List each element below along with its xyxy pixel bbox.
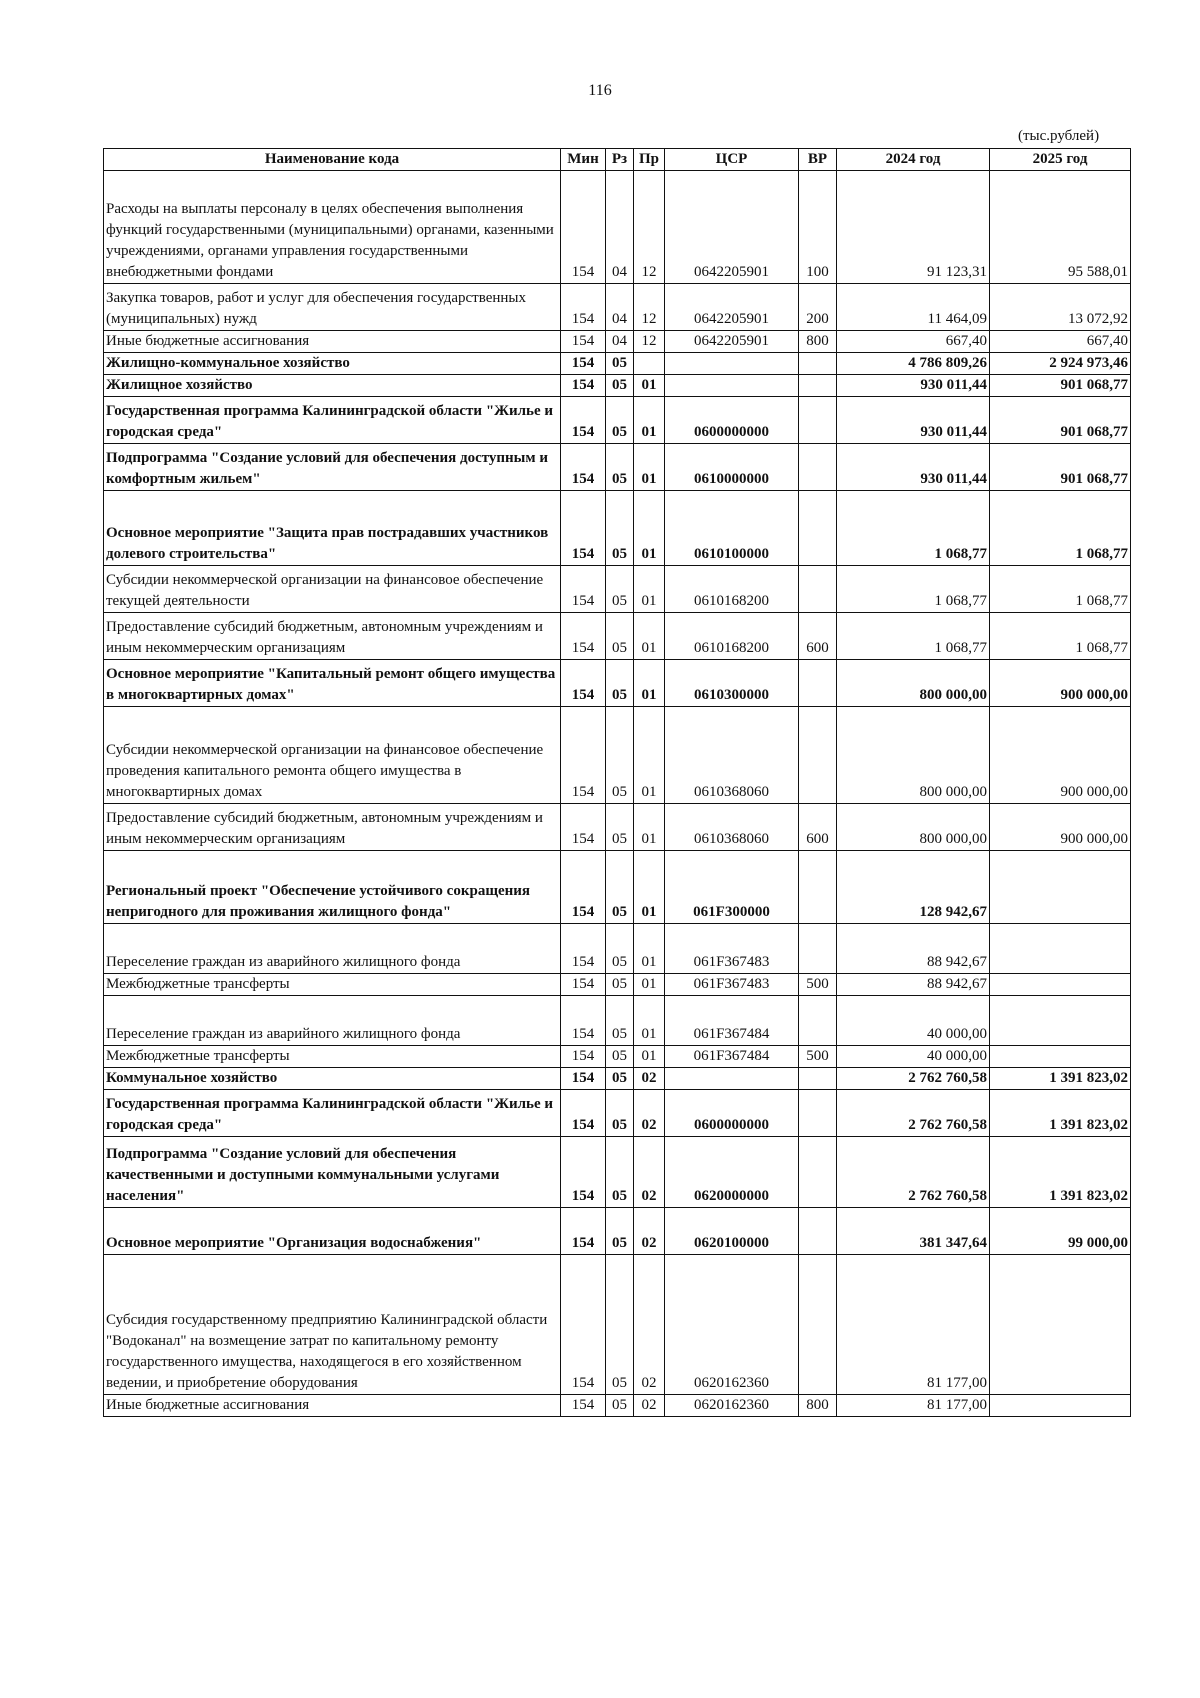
cell-2025: 900 000,00	[990, 660, 1131, 707]
table-row	[104, 660, 1131, 707]
cell-vr: 600	[799, 613, 837, 660]
cell-2024: 1 068,77	[837, 613, 990, 660]
table-row	[104, 1255, 1131, 1395]
cell-name: Государственная программа Калининградской области "Жилье и городская среда"	[104, 397, 561, 444]
cell-2025	[990, 996, 1131, 1046]
cell-2025	[990, 924, 1131, 974]
cell-min: 154	[561, 613, 606, 660]
cell-rz: 05	[606, 851, 634, 924]
cell-min: 154	[561, 353, 606, 375]
cell-rz: 05	[606, 1046, 634, 1068]
cell-rz: 05	[606, 660, 634, 707]
cell-min: 154	[561, 804, 606, 851]
cell-min: 154	[561, 707, 606, 804]
cell-min: 154	[561, 1068, 606, 1090]
cell-csr: 0610368060	[665, 707, 799, 804]
cell-rz: 05	[606, 566, 634, 613]
cell-min: 154	[561, 1046, 606, 1068]
cell-rz: 04	[606, 171, 634, 284]
cell-csr: 0642205901	[665, 284, 799, 331]
cell-2024: 800 000,00	[837, 804, 990, 851]
header-min: Мин	[561, 149, 606, 171]
cell-min: 154	[561, 1255, 606, 1395]
cell-pr: 02	[634, 1208, 665, 1255]
cell-pr: 01	[634, 375, 665, 397]
cell-2024: 2 762 760,58	[837, 1090, 990, 1137]
cell-csr: 061F367484	[665, 996, 799, 1046]
cell-rz: 05	[606, 804, 634, 851]
cell-pr: 12	[634, 284, 665, 331]
cell-rz: 05	[606, 996, 634, 1046]
cell-2025: 901 068,77	[990, 375, 1131, 397]
header-vr: ВР	[799, 149, 837, 171]
cell-min: 154	[561, 375, 606, 397]
cell-vr: 800	[799, 1395, 837, 1417]
cell-min: 154	[561, 996, 606, 1046]
cell-min: 154	[561, 660, 606, 707]
cell-rz: 05	[606, 1395, 634, 1417]
cell-pr: 01	[634, 804, 665, 851]
cell-name: Основное мероприятие "Защита прав пострадавших участников долевого строительства"	[104, 491, 561, 566]
cell-vr: 100	[799, 171, 837, 284]
cell-name: Основное мероприятие "Организация водоснабжения"	[104, 1208, 561, 1255]
cell-csr: 061F367483	[665, 924, 799, 974]
cell-2025: 1 391 823,02	[990, 1090, 1131, 1137]
cell-vr	[799, 851, 837, 924]
cell-2025: 1 391 823,02	[990, 1137, 1131, 1208]
cell-2024: 40 000,00	[837, 1046, 990, 1068]
cell-2025: 1 068,77	[990, 613, 1131, 660]
cell-pr: 01	[634, 707, 665, 804]
cell-name: Иные бюджетные ассигнования	[104, 331, 561, 353]
cell-2024: 667,40	[837, 331, 990, 353]
cell-pr: 12	[634, 171, 665, 284]
cell-rz: 05	[606, 1068, 634, 1090]
cell-csr: 0610368060	[665, 804, 799, 851]
cell-2024: 81 177,00	[837, 1255, 990, 1395]
table-row	[104, 1068, 1131, 1090]
cell-rz: 05	[606, 397, 634, 444]
cell-rz: 05	[606, 707, 634, 804]
cell-min: 154	[561, 1090, 606, 1137]
cell-pr: 01	[634, 613, 665, 660]
cell-csr: 061F300000	[665, 851, 799, 924]
cell-csr: 0620100000	[665, 1208, 799, 1255]
cell-2025: 901 068,77	[990, 397, 1131, 444]
cell-rz: 05	[606, 375, 634, 397]
cell-2024: 40 000,00	[837, 996, 990, 1046]
units-label: (тыс.рублей)	[1018, 128, 1100, 144]
cell-name: Закупка товаров, работ и услуг для обеспечения государственных (муниципальных) нужд	[104, 284, 561, 331]
cell-rz: 04	[606, 331, 634, 353]
table-header-row	[104, 149, 1131, 171]
cell-csr: 0610168200	[665, 613, 799, 660]
cell-2025	[990, 1395, 1131, 1417]
cell-pr: 02	[634, 1068, 665, 1090]
table-row	[104, 397, 1131, 444]
cell-vr	[799, 707, 837, 804]
cell-name: Расходы на выплаты персоналу в целях обеспечения выполнения функций государственными (муниципальными) органами, казенными учреждениями, органами управления государственными внебюджетными фондами	[104, 171, 561, 284]
budget-table	[103, 148, 1131, 1417]
cell-pr: 01	[634, 660, 665, 707]
cell-vr	[799, 1208, 837, 1255]
cell-csr: 0610168200	[665, 566, 799, 613]
cell-2024: 11 464,09	[837, 284, 990, 331]
cell-pr: 02	[634, 1395, 665, 1417]
cell-pr: 02	[634, 1255, 665, 1395]
cell-csr: 0620000000	[665, 1137, 799, 1208]
cell-min: 154	[561, 491, 606, 566]
cell-pr: 01	[634, 397, 665, 444]
cell-2025: 1 068,77	[990, 566, 1131, 613]
cell-2024: 800 000,00	[837, 660, 990, 707]
table-row	[104, 996, 1131, 1046]
cell-csr: 0600000000	[665, 1090, 799, 1137]
cell-pr: 01	[634, 974, 665, 996]
cell-pr: 01	[634, 491, 665, 566]
cell-2025: 667,40	[990, 331, 1131, 353]
cell-csr	[665, 375, 799, 397]
cell-name: Жилищно-коммунальное хозяйство	[104, 353, 561, 375]
table-row	[104, 375, 1131, 397]
table-row	[104, 1090, 1131, 1137]
cell-2024: 128 942,67	[837, 851, 990, 924]
cell-vr: 500	[799, 1046, 837, 1068]
cell-2024: 2 762 760,58	[837, 1137, 990, 1208]
cell-2024: 4 786 809,26	[837, 353, 990, 375]
table-row	[104, 1046, 1131, 1068]
cell-2025: 1 068,77	[990, 491, 1131, 566]
cell-name: Государственная программа Калининградской области "Жилье и городская среда"	[104, 1090, 561, 1137]
cell-min: 154	[561, 331, 606, 353]
table-row	[104, 924, 1131, 974]
table-row	[104, 1137, 1131, 1208]
cell-2025	[990, 1046, 1131, 1068]
cell-min: 154	[561, 851, 606, 924]
table-row	[104, 171, 1131, 284]
cell-name: Переселение граждан из аварийного жилищного фонда	[104, 924, 561, 974]
cell-name: Иные бюджетные ассигнования	[104, 1395, 561, 1417]
cell-2024: 930 011,44	[837, 444, 990, 491]
cell-2025: 900 000,00	[990, 804, 1131, 851]
cell-rz: 04	[606, 284, 634, 331]
cell-pr	[634, 353, 665, 375]
cell-rz: 05	[606, 353, 634, 375]
cell-pr: 01	[634, 996, 665, 1046]
cell-name: Субсидии некоммерческой организации на финансовое обеспечение текущей деятельности	[104, 566, 561, 613]
table-row	[104, 284, 1131, 331]
cell-csr: 061F367484	[665, 1046, 799, 1068]
cell-name: Переселение граждан из аварийного жилищного фонда	[104, 996, 561, 1046]
cell-2025: 99 000,00	[990, 1208, 1131, 1255]
cell-name: Межбюджетные трансферты	[104, 974, 561, 996]
cell-2024: 81 177,00	[837, 1395, 990, 1417]
cell-rz: 05	[606, 444, 634, 491]
cell-pr: 02	[634, 1090, 665, 1137]
cell-vr	[799, 1255, 837, 1395]
table-row	[104, 613, 1131, 660]
cell-csr: 0610100000	[665, 491, 799, 566]
cell-min: 154	[561, 171, 606, 284]
cell-csr	[665, 353, 799, 375]
cell-vr: 500	[799, 974, 837, 996]
cell-vr: 200	[799, 284, 837, 331]
cell-pr: 01	[634, 1046, 665, 1068]
cell-csr	[665, 1068, 799, 1090]
table-row	[104, 851, 1131, 924]
cell-min: 154	[561, 284, 606, 331]
cell-2024: 1 068,77	[837, 491, 990, 566]
cell-vr	[799, 375, 837, 397]
cell-pr: 01	[634, 924, 665, 974]
cell-name: Основное мероприятие "Капитальный ремонт общего имущества в многоквартирных домах"	[104, 660, 561, 707]
cell-name: Подпрограмма "Создание условий для обеспечения доступным и комфортным жильем"	[104, 444, 561, 491]
cell-2024: 88 942,67	[837, 924, 990, 974]
cell-2024: 1 068,77	[837, 566, 990, 613]
cell-rz: 05	[606, 613, 634, 660]
cell-min: 154	[561, 444, 606, 491]
cell-name: Субсидия государственному предприятию Калининградской области "Водоканал" на возмещение затрат по капитальному ремонту государственного имущества, находящегося в его хозяйственном ведении, и приобретение оборудования	[104, 1255, 561, 1395]
cell-min: 154	[561, 1137, 606, 1208]
cell-rz: 05	[606, 1255, 634, 1395]
cell-2025: 13 072,92	[990, 284, 1131, 331]
page-number: 116	[588, 82, 612, 99]
cell-2025: 95 588,01	[990, 171, 1131, 284]
cell-vr	[799, 1090, 837, 1137]
cell-rz: 05	[606, 1137, 634, 1208]
cell-pr: 02	[634, 1137, 665, 1208]
header-2025: 2025 год	[990, 149, 1131, 171]
table-row	[104, 707, 1131, 804]
cell-rz: 05	[606, 1208, 634, 1255]
table-row	[104, 444, 1131, 491]
cell-2025: 901 068,77	[990, 444, 1131, 491]
header-2024: 2024 год	[837, 149, 990, 171]
cell-pr: 01	[634, 566, 665, 613]
cell-min: 154	[561, 1208, 606, 1255]
table-row	[104, 1208, 1131, 1255]
cell-2025: 2 924 973,46	[990, 353, 1131, 375]
cell-2024: 91 123,31	[837, 171, 990, 284]
cell-csr: 0610300000	[665, 660, 799, 707]
cell-2024: 800 000,00	[837, 707, 990, 804]
table-row	[104, 974, 1131, 996]
cell-name: Региональный проект "Обеспечение устойчивого сокращения непригодного для проживания жилищного фонда"	[104, 851, 561, 924]
cell-vr	[799, 660, 837, 707]
cell-name: Предоставление субсидий бюджетным, автономным учреждениям и иным некоммерческим организациям	[104, 804, 561, 851]
cell-vr	[799, 566, 837, 613]
cell-name: Подпрограмма "Создание условий для обеспечения качественными и доступными коммунальными услугами населения"	[104, 1137, 561, 1208]
cell-name: Жилищное хозяйство	[104, 375, 561, 397]
cell-csr: 0620162360	[665, 1395, 799, 1417]
cell-vr: 600	[799, 804, 837, 851]
cell-2025	[990, 1255, 1131, 1395]
cell-csr: 0642205901	[665, 331, 799, 353]
cell-vr	[799, 444, 837, 491]
cell-pr: 01	[634, 851, 665, 924]
cell-csr: 061F367483	[665, 974, 799, 996]
cell-vr	[799, 491, 837, 566]
cell-2024: 381 347,64	[837, 1208, 990, 1255]
cell-name: Межбюджетные трансферты	[104, 1046, 561, 1068]
cell-min: 154	[561, 566, 606, 613]
cell-rz: 05	[606, 924, 634, 974]
table-row	[104, 331, 1131, 353]
cell-vr	[799, 353, 837, 375]
cell-pr: 01	[634, 444, 665, 491]
cell-name: Предоставление субсидий бюджетным, автономным учреждениям и иным некоммерческим организациям	[104, 613, 561, 660]
header-name: Наименование кода	[104, 149, 561, 171]
cell-csr: 0610000000	[665, 444, 799, 491]
cell-vr	[799, 996, 837, 1046]
cell-2025	[990, 974, 1131, 996]
cell-rz: 05	[606, 491, 634, 566]
table-row	[104, 1395, 1131, 1417]
cell-pr: 12	[634, 331, 665, 353]
cell-rz: 05	[606, 1090, 634, 1137]
table-row	[104, 353, 1131, 375]
cell-vr	[799, 1137, 837, 1208]
cell-name: Субсидии некоммерческой организации на финансовое обеспечение проведения капитального ремонта общего имущества в многоквартирных домах	[104, 707, 561, 804]
cell-name: Коммунальное хозяйство	[104, 1068, 561, 1090]
cell-vr: 800	[799, 331, 837, 353]
cell-2024: 88 942,67	[837, 974, 990, 996]
cell-min: 154	[561, 397, 606, 444]
cell-2025	[990, 851, 1131, 924]
cell-csr: 0600000000	[665, 397, 799, 444]
cell-rz: 05	[606, 974, 634, 996]
cell-vr	[799, 924, 837, 974]
cell-2024: 2 762 760,58	[837, 1068, 990, 1090]
cell-csr: 0620162360	[665, 1255, 799, 1395]
cell-2024: 930 011,44	[837, 375, 990, 397]
table-row	[104, 804, 1131, 851]
header-rz: Рз	[606, 149, 634, 171]
cell-min: 154	[561, 924, 606, 974]
cell-min: 154	[561, 1395, 606, 1417]
header-csr: ЦСР	[665, 149, 799, 171]
cell-csr: 0642205901	[665, 171, 799, 284]
cell-vr	[799, 1068, 837, 1090]
cell-2024: 930 011,44	[837, 397, 990, 444]
table-row	[104, 491, 1131, 566]
table-row	[104, 566, 1131, 613]
cell-2025: 1 391 823,02	[990, 1068, 1131, 1090]
cell-min: 154	[561, 974, 606, 996]
table-body	[104, 171, 1131, 1417]
header-pr: Пр	[634, 149, 665, 171]
cell-2025: 900 000,00	[990, 707, 1131, 804]
cell-vr	[799, 397, 837, 444]
